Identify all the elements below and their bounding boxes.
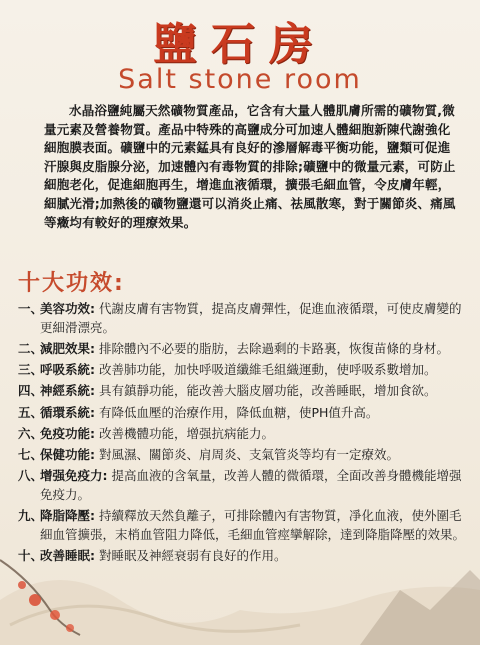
effect-description: 改善機體功能，增强抗病能力。 <box>98 425 274 441</box>
effect-title: 免疫功能: <box>40 425 95 441</box>
effect-number: 七、 <box>18 446 44 462</box>
ink-wash-stroke <box>10 606 300 631</box>
effect-body <box>40 361 470 380</box>
effect-description: 提高血液的含氧量，改善人體的微循環，全面改善身體機能增强免疫力。 <box>40 468 462 502</box>
page-title: 鹽石房 <box>153 19 327 70</box>
effect-title: 美容功效: <box>40 301 95 316</box>
page-subtitle: Salt stone room <box>118 64 362 95</box>
effect-description: 對睡眠及神經衰弱有良好的作用。 <box>98 548 287 564</box>
effect-title: 神經系統: <box>40 383 95 399</box>
effect-description: 代謝皮膚有害物質，提高皮膚彈性，促進血液循環，可使皮膚變的更細滑漂亮。 <box>40 301 462 335</box>
plum-blossom-decoration <box>0 560 80 635</box>
effect-title: 增强免疫力: <box>40 468 108 484</box>
effect-body <box>40 300 470 338</box>
effect-item <box>18 446 470 465</box>
effect-title: 改善睡眠: <box>40 548 95 564</box>
effect-description: 持續釋放天然負離子，可排除體內有害物質，凈化血液，使外圍毛細血管擴張，末梢血管阻力降低，毛細血管痙攣解除，達到降脂降壓的效果。 <box>40 508 466 542</box>
rock-mountain-decoration <box>360 570 480 645</box>
effect-number: 二、 <box>18 340 44 356</box>
effects-list <box>18 300 470 568</box>
effect-body <box>40 425 470 444</box>
effect-body <box>40 467 470 505</box>
effect-title: 減肥效果: <box>40 340 95 356</box>
effects-heading: 十大功效: <box>18 271 125 296</box>
effect-description: 排除體內不必要的脂肪，去除過剩的卡路裏，恢復苗條的身材。 <box>98 340 449 356</box>
effect-item <box>18 340 470 359</box>
effect-item <box>18 361 470 380</box>
effect-body <box>40 547 470 566</box>
effect-item <box>18 547 470 566</box>
effect-item <box>18 404 470 423</box>
effect-description: 對風濕、關節炎、肩周炎、支氣管炎等均有一定療效。 <box>98 446 399 462</box>
effect-body <box>40 382 470 401</box>
effect-item <box>18 425 470 444</box>
effect-number: 六、 <box>18 425 44 441</box>
effect-number: 八、 <box>18 468 44 484</box>
effect-number: 十、 <box>18 548 44 564</box>
ink-wash-swirl <box>0 580 480 645</box>
effect-item <box>18 300 470 338</box>
effect-body <box>40 446 470 465</box>
effect-number: 四、 <box>18 383 44 399</box>
effect-description: 改善肺功能，加快呼吸道纖維毛組織運動，使呼吸系數增加。 <box>98 362 437 378</box>
effect-item <box>18 467 470 505</box>
effect-number: 一、 <box>18 301 44 316</box>
effect-title: 循環系統: <box>40 404 95 420</box>
effect-number: 五、 <box>18 404 44 420</box>
effect-item <box>18 382 470 401</box>
effect-title: 降脂降壓: <box>40 508 95 524</box>
effect-title: 呼吸系統: <box>40 362 95 378</box>
effect-body <box>40 404 470 423</box>
effect-body <box>40 340 470 359</box>
effect-description: 有降低血壓的治療作用，降低血糖，使PH值升高。 <box>98 404 379 420</box>
effect-number: 九、 <box>18 508 44 524</box>
effect-title: 保健功能: <box>40 446 95 462</box>
effect-description: 具有鎮靜功能，能改善大腦皮層功能，改善睡眠，增加食欲。 <box>98 383 437 399</box>
intro-paragraph: 水晶浴鹽純屬天然礦物質產品，它含有大量人體肌膚所需的礦物質,微量元素及營養物質。產品中特殊的高鹽成分可加速人體細胞新陳代謝強化細胞膜表面。礦鹽中的元素錳具有良好的滲層解毒平衡功能，鹽類可促進汗腺與皮脂腺分泌，加速體內有毒物質的排除;礦鹽中的微量元素，可防止細胞老化，促進細胞再生，增進血液循環，擴張毛細血管，令皮膚年輕，細膩光滑;加熱後的礦物鹽還可以消炎止痛、祛風散寒，對于關節炎、痛風等癥均有較好的理療效果。 <box>44 103 456 230</box>
effect-item <box>18 507 470 545</box>
effect-number: 三、 <box>18 362 44 378</box>
effect-body <box>40 507 470 545</box>
